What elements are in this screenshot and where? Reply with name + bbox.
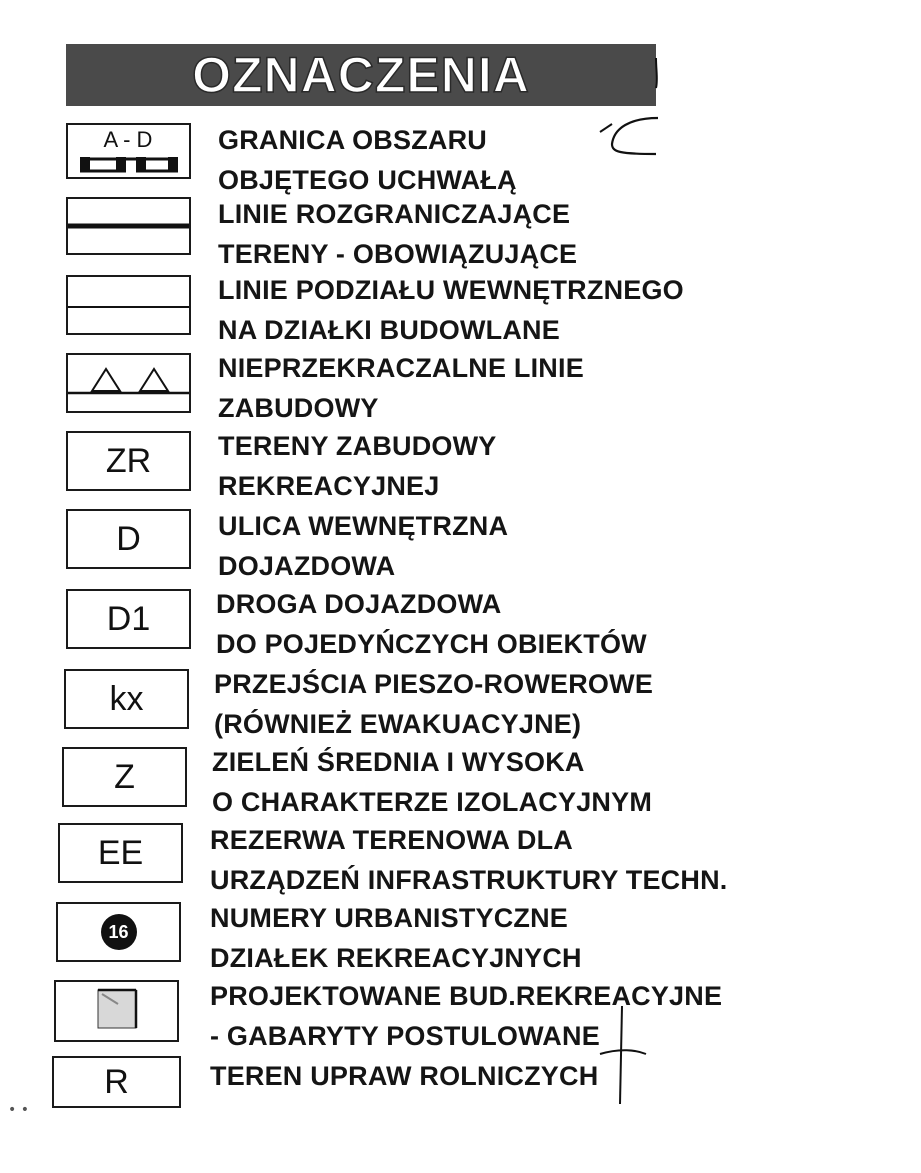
double-line-icon xyxy=(68,199,189,253)
z-symbol xyxy=(62,747,187,807)
legend-line-1: REZERWA TERENOWA DLA xyxy=(210,825,574,855)
symbol-code: D1 xyxy=(106,600,151,638)
symbol-code: Z xyxy=(114,758,135,796)
legend-line-1: NIEPRZEKRACZALNE LINIE xyxy=(218,353,584,383)
legend-text-internal-division xyxy=(218,270,684,350)
legend-title: OZNACZENIA xyxy=(192,47,530,103)
triangle-line-icon xyxy=(68,355,189,411)
legend-line-2: URZĄDZEŃ INFRASTRUKTURY TECHN. xyxy=(210,865,728,895)
legend-line-2: TERENY - OBOWIĄZUJĄCE xyxy=(218,239,578,269)
legend-line-1: ZIELEŃ ŚREDNIA I WYSOKA xyxy=(212,747,585,777)
legend-line-1: TEREN UPRAW ROLNICZYCH xyxy=(210,1061,599,1091)
legend-text-dividing-lines xyxy=(218,194,577,274)
scan-noise-marks: • • xyxy=(8,1102,29,1118)
symbol-code: D xyxy=(116,520,141,558)
legend-line-1: ULICA WEWNĘTRZNA xyxy=(218,511,509,541)
legend-line-2: DZIAŁEK REKREACYJNYCH xyxy=(210,943,582,973)
legend-line-2: DOJAZDOWA xyxy=(218,551,396,581)
legend-line-2: OBJĘTEGO UCHWAŁĄ xyxy=(218,165,517,195)
boundary-icon xyxy=(68,125,189,177)
division-line-symbol xyxy=(66,275,191,335)
legend-line-2: - GABARYTY POSTULOWANE xyxy=(210,1021,600,1051)
legend-text-ee xyxy=(210,820,727,900)
legend-text-zr xyxy=(218,426,497,506)
triangle-line-symbol xyxy=(66,353,191,413)
legend-line-1: NUMERY URBANISTYCZNE xyxy=(210,903,569,933)
division-line-icon xyxy=(68,277,189,333)
d-symbol xyxy=(66,509,191,569)
legend-text-d1 xyxy=(216,584,647,664)
legend-line-1: GRANICA OBSZARU xyxy=(218,125,487,155)
legend-line-1: TERENY ZABUDOWY xyxy=(218,431,497,461)
symbol-code: ZR xyxy=(105,442,152,480)
legend-line-2: (RÓWNIEŻ EWAKUACYJNE) xyxy=(214,709,582,739)
legend-line-1: LINIE ROZGRANICZAJĄCE xyxy=(218,199,571,229)
legend-text-boundary xyxy=(218,120,517,200)
legend-line-1: LINIE PODZIAŁU WEWNĘTRZNEGO xyxy=(218,275,684,305)
legend-text-plot-numbers xyxy=(210,898,582,978)
ee-symbol xyxy=(58,823,183,883)
building-icon xyxy=(56,982,177,1040)
circled-number-icon xyxy=(101,914,137,950)
zr-symbol xyxy=(66,431,191,491)
d1-symbol xyxy=(66,589,191,649)
double-line-symbol xyxy=(66,197,191,255)
kx-symbol xyxy=(64,669,189,729)
legend-line-1: PROJEKTOWANE BUD.REKREACYJNE xyxy=(210,981,723,1011)
symbol-code: EE xyxy=(97,834,144,872)
legend-text-r xyxy=(210,1056,598,1096)
legend-line-1: DROGA DOJAZDOWA xyxy=(216,589,502,619)
symbol-code: kx xyxy=(109,680,144,718)
plot-number-symbol xyxy=(56,902,181,962)
legend-line-1: PRZEJŚCIA PIESZO-ROWEROWE xyxy=(214,669,654,699)
legend-line-2: NA DZIAŁKI BUDOWLANE xyxy=(218,315,560,345)
legend-text-z xyxy=(212,742,652,822)
r-symbol xyxy=(52,1056,181,1108)
legend-text-kx xyxy=(214,664,653,744)
legend-text-d xyxy=(218,506,508,586)
pen-scribble-mark xyxy=(560,50,670,160)
legend-line-2: O CHARAKTERZE IZOLACYJNYM xyxy=(212,787,653,817)
boundary-symbol xyxy=(66,123,191,179)
building-symbol xyxy=(54,980,179,1042)
pen-correction-mark xyxy=(580,1000,660,1110)
legend-text-building-line xyxy=(218,348,584,428)
svg-text:A - D: A - D xyxy=(103,127,153,152)
circled-number-value: 16 xyxy=(108,921,129,942)
symbol-code: R xyxy=(104,1063,129,1101)
legend-line-2: DO POJEDYŃCZYCH OBIEKTÓW xyxy=(216,629,647,659)
legend-line-2: ZABUDOWY xyxy=(218,393,379,423)
legend-line-2: REKREACYJNEJ xyxy=(218,471,440,501)
